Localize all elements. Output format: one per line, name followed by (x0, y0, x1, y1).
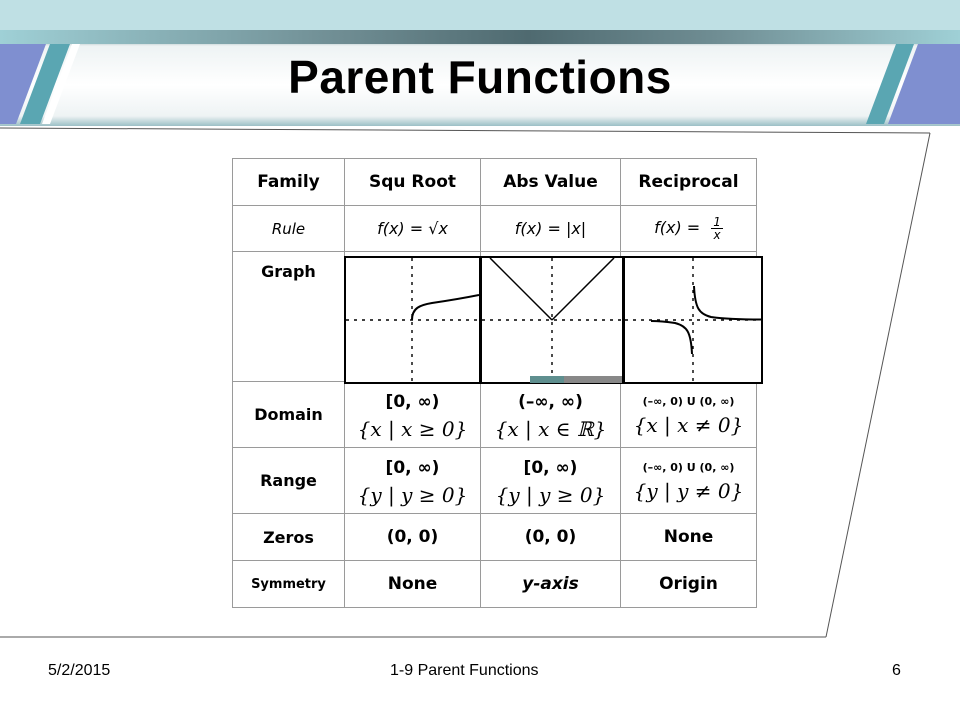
symmetry-label: Symmetry (233, 561, 345, 608)
header-squ-root: Squ Root (345, 159, 481, 206)
range-sqrt: [0, ∞) (385, 457, 440, 478)
zeros-abs: (0, 0) (481, 514, 621, 561)
zeros-recip: None (621, 514, 757, 561)
range-sqrt-cell (345, 448, 481, 514)
domain-abs-cell (481, 382, 621, 448)
symmetry-abs (481, 561, 621, 608)
domain-abs: (–∞, ∞) (518, 391, 583, 412)
range-abs: [0, ∞) (523, 457, 578, 478)
header-abs-value: Abs Value (481, 159, 621, 206)
footer-page-number: 6 (892, 662, 901, 679)
graph-label: Graph (233, 252, 345, 382)
graph-sqrt (344, 256, 481, 384)
domain-recip: (–∞, 0) U (0, ∞) (642, 395, 735, 408)
domain-recip-set: {x | x ≠ 0} (633, 413, 744, 437)
range-recip-cell (621, 448, 757, 514)
symmetry-sqrt: None (345, 561, 481, 608)
domain-sqrt-set: {x | x ≥ 0} (357, 416, 468, 441)
range-abs-set: {y | y ≥ 0} (495, 482, 606, 507)
domain-abs-set: {x | x ∈ ℝ} (494, 416, 607, 441)
range-recip-set: {y | y ≠ 0} (633, 479, 744, 503)
symmetry-recip: Origin (621, 561, 757, 608)
rule-recip-fraction (711, 216, 723, 241)
range-label: Range (233, 448, 345, 514)
domain-recip-cell (621, 382, 757, 448)
header-reciprocal: Reciprocal (621, 159, 757, 206)
domain-sqrt: [0, ∞) (385, 391, 440, 412)
symmetry-row (233, 561, 757, 608)
rule-abs: f(x) = |x| (481, 206, 621, 252)
header-family: Family (233, 159, 345, 206)
footer-title: 1-9 Parent Functions (390, 662, 539, 679)
rule-sqrt: f(x) = √x (345, 206, 481, 252)
rule-recip-numerator: 1 (713, 215, 721, 229)
domain-label: Domain (233, 382, 345, 448)
rule-recip (621, 206, 757, 252)
range-abs-cell (481, 448, 621, 514)
rule-recip-prefix: f(x) = (654, 218, 701, 237)
graph-scrollbar-thumb (530, 376, 564, 383)
domain-sqrt-cell (345, 382, 481, 448)
rule-row (233, 206, 757, 252)
footer-date: 5/2/2015 (48, 662, 111, 679)
rule-recip-denominator: x (713, 228, 721, 242)
symmetry-abs-text: y-axis (522, 574, 579, 594)
graph-abs (480, 256, 624, 384)
rule-label: Rule (233, 206, 345, 252)
zeros-sqrt: (0, 0) (345, 514, 481, 561)
range-recip: (–∞, 0) U (0, ∞) (642, 461, 735, 474)
range-sqrt-set: {y | y ≥ 0} (357, 482, 468, 507)
domain-row (233, 382, 757, 448)
graph-reciprocal (623, 256, 763, 384)
page-title: Parent Functions (288, 51, 672, 103)
zeros-label: Zeros (233, 514, 345, 561)
table-header-row (233, 159, 757, 206)
range-row (233, 448, 757, 514)
zeros-row (233, 514, 757, 561)
